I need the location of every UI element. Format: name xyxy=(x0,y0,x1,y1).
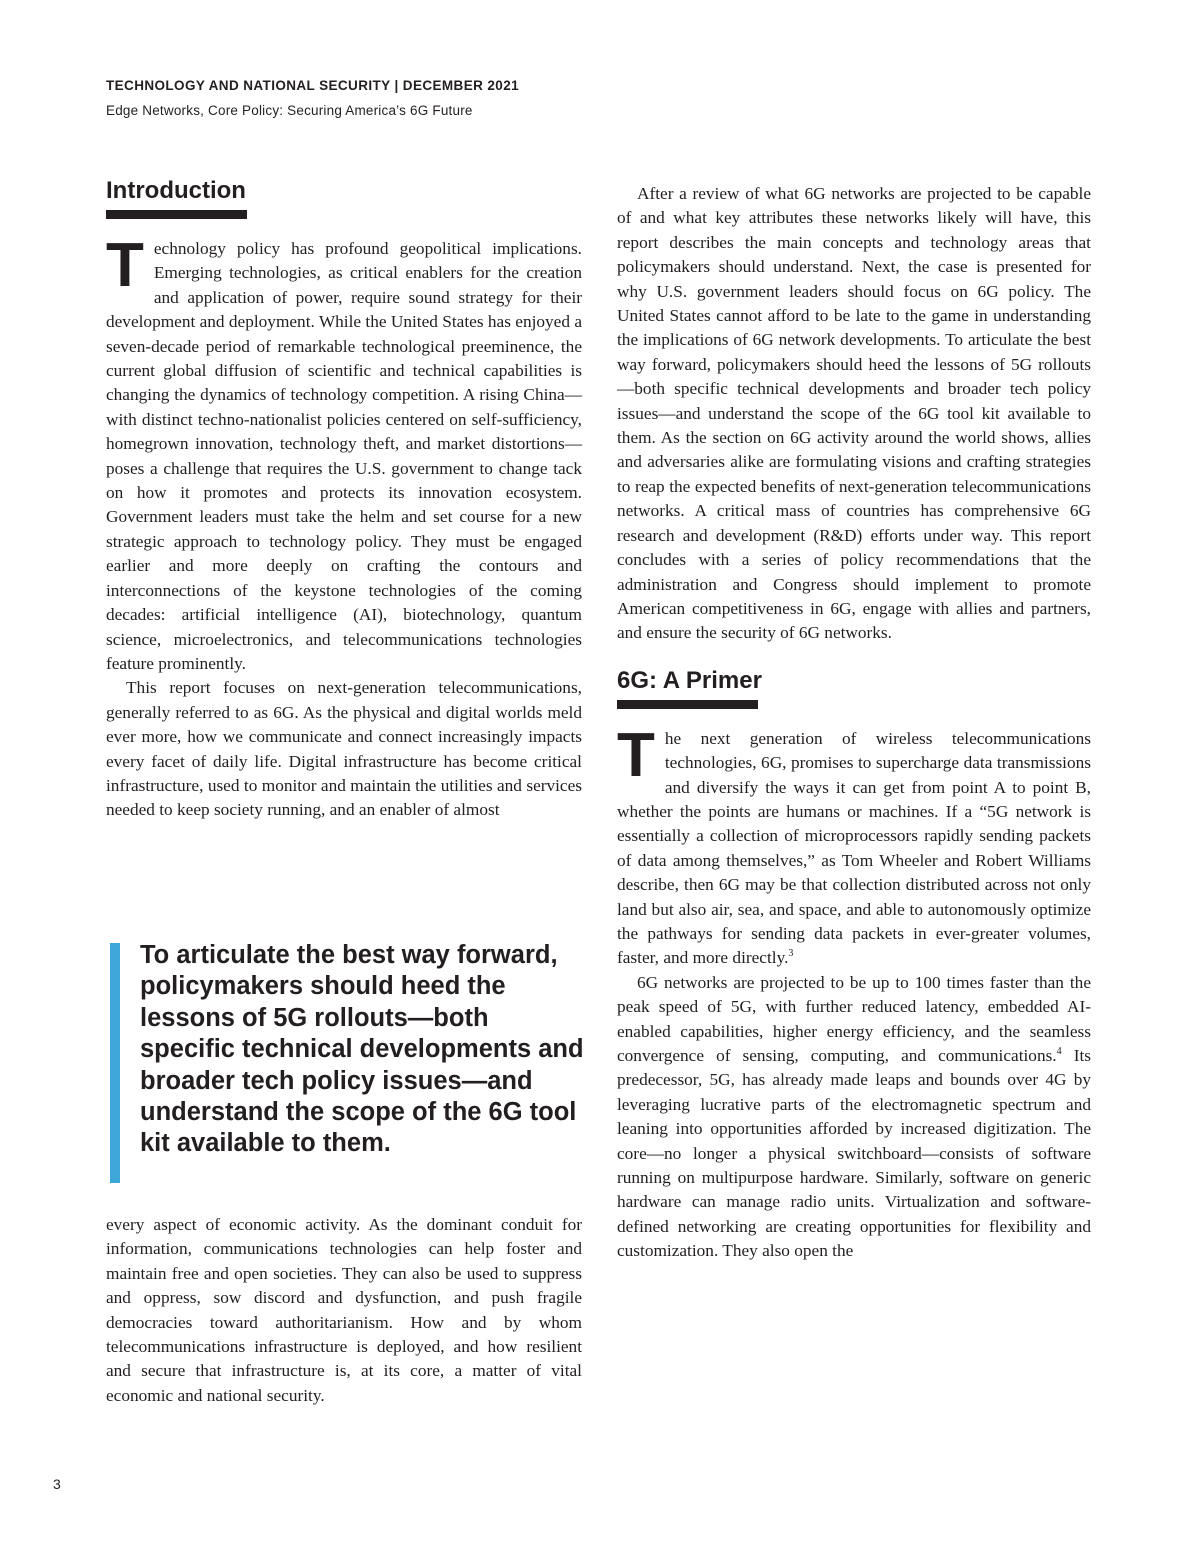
pull-quote-bar xyxy=(110,943,120,1183)
primer-heading: 6G: A Primer xyxy=(617,666,762,694)
intro-heading-rule xyxy=(106,210,247,219)
right-column xyxy=(617,182,1091,1264)
report-series-header: TECHNOLOGY AND NATIONAL SECURITY | DECEMBER 2021 xyxy=(106,78,520,93)
intro-dropcap: T xyxy=(106,231,144,300)
page-number: 3 xyxy=(53,1476,61,1492)
footnote-3[interactable]: 3 xyxy=(788,948,794,960)
pull-quote xyxy=(110,940,584,1185)
primer-paragraph-2 xyxy=(617,971,1091,1264)
primer-dropcap: T xyxy=(617,720,655,790)
pull-quote-text: To articulate the best way forward, policymakers should heed the lessons of 5G rollouts—both specific technical developments and broader tech policy issues—and understand the scope of the 6G tool kit available to them. xyxy=(140,941,584,1158)
intro-paragraph-2-continued: every aspect of economic activity. As the dominant conduit for information, communications technologies can help foster and maintain free and open societies. They can also be used to suppress and oppress, sow discord and dysfunction, and push fragile democracies toward authoritarianism. How and by whom telecommunications infrastructure is deployed, and how resilient and secure that infrastructure is, at its core, a matter of vital economic and national security. xyxy=(106,1215,582,1405)
intro-paragraph-2: This report focuses on next-generation telecommunications, generally referred to as 6G. As the physical and digital worlds meld ever more, how we communicate and connect increasingly impacts every facet of daily life. Digital infrastructure has become critical infrastructure, used to monitor and maintain the utilities and services needed to keep society running, and an enabler of almost xyxy=(106,678,582,820)
footnote-4[interactable]: 4 xyxy=(1056,1046,1062,1058)
primer-paragraph-1-text: he next generation of wireless telecommunications technologies, 6G, promises to supercharge data transmissions and diversify the ways it can get from point A to point B, whether the points are humans or machines. If a “5G network is essentially a collection of microprocessors rapidly sending packets of data among themselves,” as Tom Wheeler and Robert Williams describe, then 6G may be that collection distributed across not only land but also air, sea, and space, and able to autonomously optimize the pathways for sending data packets in ever-greater volumes, faster, and more directly. xyxy=(617,728,1091,968)
primer-paragraph-2-text-b: Its predecessor, 5G, has already made leaps and bounds over 4G by leveraging lucrative parts of the electromagnetic spectrum and leaning into opportunities afforded by increased digitization. The core—no longer a physical switchboard—consists of software running on multipurpose hardware. Similarly, software on generic hardware can manage radio units. Virtualization and software-defined networking are creating opportunities for flexibility and customization. They also open the xyxy=(617,1046,1091,1261)
primer-paragraph-1 xyxy=(617,720,1091,971)
left-column-continued xyxy=(106,1213,582,1408)
intro-paragraph-1-text: echnology policy has profound geopolitical implications. Emerging technologies, as critical enablers for the creation and application of power, require sound strategy for their development and deployment. While the United States has enjoyed a seven-decade period of remarkable technological preeminence, the current global diffusion of scientific and technical capabilities is changing the dynamics of technology competition. A rising China—with distinct techno-nationalist policies centered on self-sufficiency, homegrown innovation, technology theft, and market distortions—poses a challenge that requires the U.S. government to change tack on how it promotes and protects its innovation ecosystem. Government leaders must take the helm and set course for a new strategic approach to technology policy. They must be engaged earlier and more deeply on crafting the contours and interconnections of the keystone technologies of the coming decades: artificial intelligence (AI), biotechnology, quantum science, microelectronics, and telecommunications technologies feature prominently. xyxy=(106,239,582,673)
primer-paragraph-2-text-a: 6G networks are projected to be up to 100 times faster than the peak speed of 5G, with further reduced latency, embedded AI-enabled capabilities, higher energy efficiency, and the seamless convergence of sensing, computing, and communications. xyxy=(617,972,1091,1065)
report-title: Edge Networks, Core Policy: Securing America’s 6G Future xyxy=(106,103,473,118)
overview-paragraph: After a review of what 6G networks are projected to be capable of and what key attributes these networks likely will have, this report describes the main concepts and technology areas that policymakers should understand. Next, the case is presented for why U.S. government leaders should focus on 6G policy. The United States cannot afford to be late to the game in understanding the implications of 6G network developments. To articulate the best way forward, policymakers should heed the lessons of 5G rollouts—both specific technical developments and broader tech policy issues—and understand the scope of the 6G tool kit available to them. As the section on 6G activity around the world shows, allies and adversaries alike are formulating visions and crafting strategies to reap the expected benefits of next-generation telecommunications networks. A critical mass of countries has comprehensive 6G research and development (R&D) efforts under way. This report concludes with a series of policy recommendations that the administration and Congress should implement to promote American competitiveness in 6G, engage with allies and partners, and ensure the security of 6G networks. xyxy=(617,184,1091,643)
left-column xyxy=(106,176,582,823)
primer-heading-rule xyxy=(617,700,758,709)
intro-paragraph-1 xyxy=(106,231,582,676)
intro-heading: Introduction xyxy=(106,177,246,204)
